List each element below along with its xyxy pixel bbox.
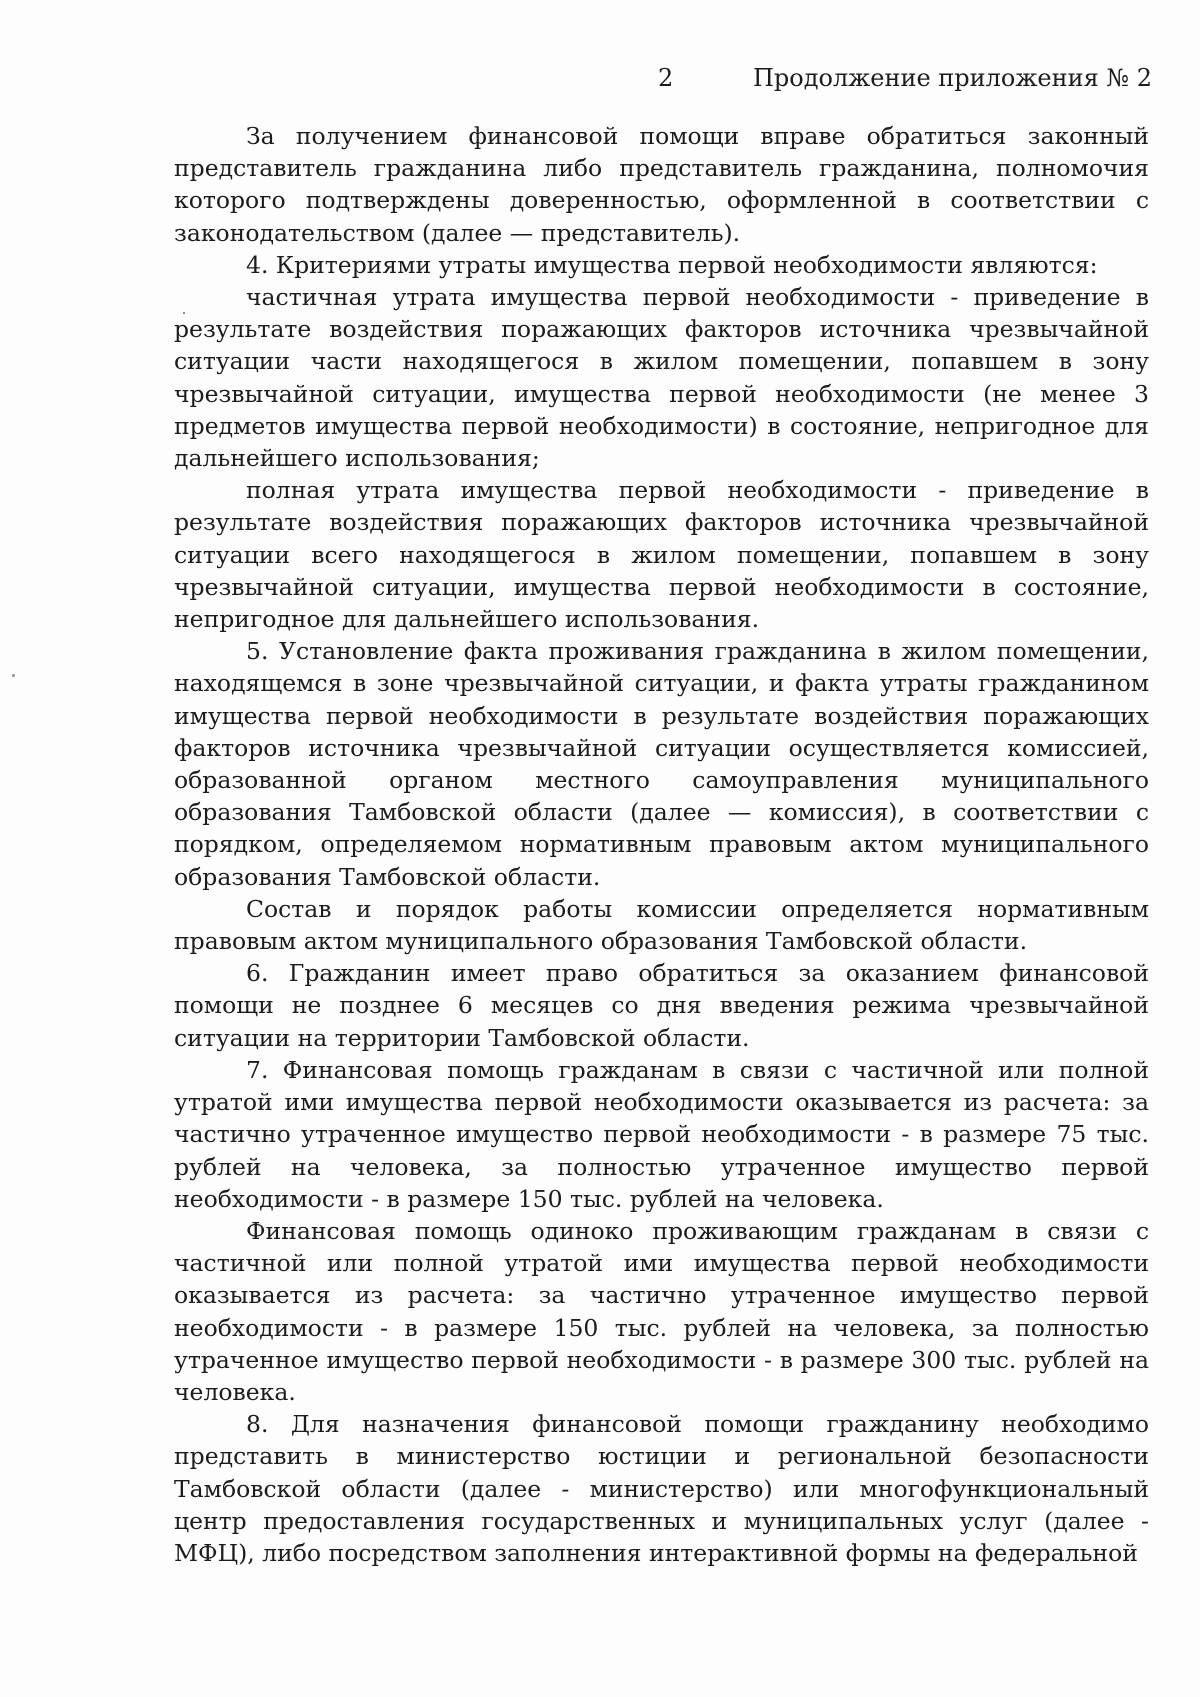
scan-speck (183, 312, 185, 314)
scan-speck (12, 674, 15, 677)
paragraph-item-6: 6. Гражданин имеет право обратиться за оказанием финансовой помощи не позднее 6 месяцев со дня введения режима чрезвычайной ситуации на территории Тамбовской области. (174, 959, 1149, 1052)
document-body (174, 120, 1149, 1569)
page-header (0, 58, 1200, 98)
paragraph-partial-loss: частичная утрата имущества первой необходимости - приведение в результате воздействия поражающих факторов источника чрезвычайной ситуации части находящегося в жилом помещении, попавшем в зону чрезвычайной ситуации, имущества первой необходимости (не менее 3 предметов имущества первой необходимости) в состояние, непригодное для дальнейшего использования; (174, 283, 1149, 473)
paragraph-representative: За получением финансовой помощи вправе обратиться законный представитель гражданина либо представитель гражданина, полномочия которого подтверждены доверенностью, оформленной в соответствии с законодательством (далее — представитель). (174, 122, 1149, 247)
continuation-label: Продолжение приложения № 2 (752, 64, 1152, 92)
paragraph-item-7: 7. Финансовая помощь гражданам в связи с частичной или полной утратой ими имущества первой необходимости оказывается из расчета: за частично утраченное имущество первой необходимости - в размере 75 тыс. рублей на человека, за полностью утраченное имущество первой необходимости - в размере 150 тыс. рублей на человека. (174, 1055, 1149, 1213)
paragraph-item-4-heading: 4. Критериями утраты имущества первой необходимости являются: (246, 250, 1098, 279)
paragraph-full-loss: полная утрата имущества первой необходимости - приведение в результате воздействия поражающих факторов источника чрезвычайной ситуации всего находящегося в жилом помещении, попавшем в зону чрезвычайной ситуации, имущества первой необходимости в состояние, непригодное для дальнейшего использования. (174, 476, 1149, 634)
paragraph-item-5: 5. Установление факта проживания гражданина в жилом помещении, находящемся в зоне чрезвычайной ситуации, и факта утраты гражданином имущества первой необходимости в результате воздействия поражающих факторов источника чрезвычайной ситуации осуществляется комиссией, образованной органом местного самоуправления муниципального образования Тамбовской области (далее — комиссия), в соответствии с порядком, определяемом нормативным правовым актом муниципального образования Тамбовской области. (174, 637, 1149, 891)
paragraph-commission-composition: Состав и порядок работы комиссии определяется нормативным правовым актом муниципального образования Тамбовской области. (174, 894, 1149, 956)
paragraph-single-residents: Финансовая помощь одиноко проживающим гражданам в связи с частичной или полной утратой ими имущества первой необходимости оказывается из расчета: за частично утраченное имущество первой необходимости - в размере 150 тыс. рублей на человека, за полностью утраченное имущество первой необходимости - в размере 300 тыс. рублей на человека. (174, 1216, 1149, 1406)
paragraph-item-8: 8. Для назначения финансовой помощи гражданину необходимо представить в министерство юстиции и региональной безопасности Тамбовской области (далее - министерство) или многофункциональный центр предоставления государственных и муниципальных услуг (далее - МФЦ), либо посредством заполнения интерактивной формы на федеральной (174, 1410, 1149, 1567)
page-number: 2 (658, 64, 674, 92)
